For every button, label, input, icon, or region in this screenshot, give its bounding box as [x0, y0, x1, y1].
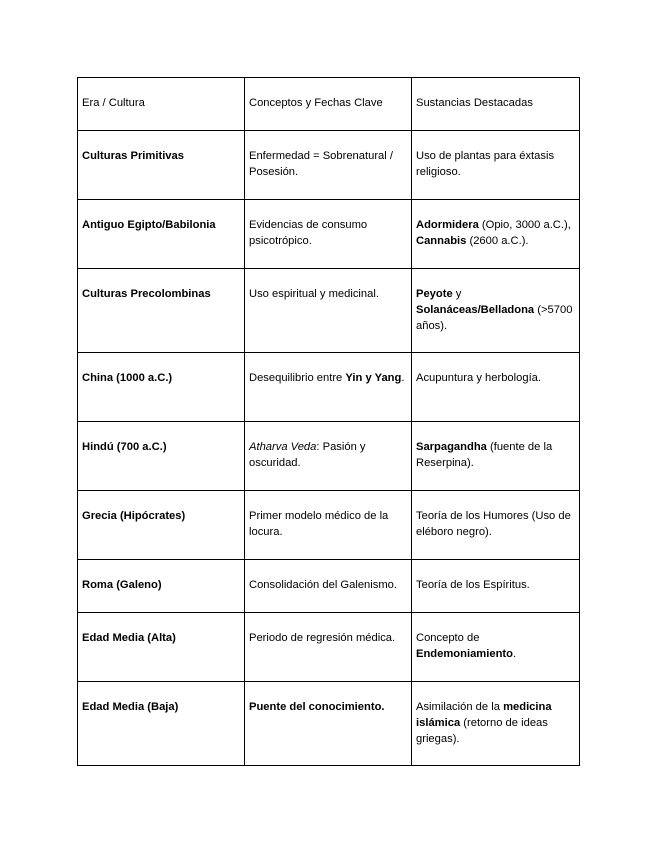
cell-concepts [245, 491, 412, 560]
cell-concepts [245, 422, 412, 491]
table-row [78, 353, 580, 422]
table-row [78, 560, 580, 613]
cell-text-run: Yin y Yang [345, 372, 402, 384]
cell-concepts [245, 682, 412, 766]
cell-substances [412, 269, 580, 353]
cell-substances [412, 200, 580, 269]
cell-substances [412, 131, 580, 200]
header-concepts: Conceptos y Fechas Clave [245, 78, 412, 131]
cell-substances [412, 560, 580, 613]
cell-substances [412, 613, 580, 682]
cell-era: Culturas Precolombinas [78, 269, 245, 353]
cell-text-run: Asimilación de la [416, 701, 504, 713]
table-row [78, 200, 580, 269]
cell-concepts [245, 353, 412, 422]
header-substances: Sustancias Destacadas [412, 78, 580, 131]
cell-era: Hindú (700 a.C.) [78, 422, 245, 491]
cell-era: Edad Media (Baja) [78, 682, 245, 766]
cell-text-run: Evidencias de consumo psicotrópico. [249, 219, 368, 247]
cell-text-run: : Pasión y oscuridad. [249, 441, 366, 469]
cell-substances [412, 353, 580, 422]
cell-text-run: Atharva Veda [249, 441, 317, 453]
table-row [78, 422, 580, 491]
header-era: Era / Cultura [78, 78, 245, 131]
cell-substances [412, 682, 580, 766]
table-row [78, 613, 580, 682]
cell-substances [412, 422, 580, 491]
cell-text-run: . [401, 372, 405, 384]
cell-era: Edad Media (Alta) [78, 613, 245, 682]
cell-era: Grecia (Hipócrates) [78, 491, 245, 560]
cell-concepts [245, 131, 412, 200]
cell-era: Antiguo Egipto/Babilonia [78, 200, 245, 269]
cell-text-run: Concepto de [416, 632, 480, 644]
cell-text-run: Endemoniamiento [416, 648, 513, 660]
cell-text-run: Acupuntura y herbología. [416, 372, 542, 384]
cell-text-run: Consolidación del Galenismo. [249, 579, 398, 591]
cell-text-run: Adormidera [416, 219, 479, 231]
cell-text-run: Teoría de los Espíritus. [416, 579, 530, 591]
table-row [78, 682, 580, 766]
cell-era: Roma (Galeno) [78, 560, 245, 613]
table-row [78, 269, 580, 353]
cell-text-run: Enfermedad = Sobrenatural / Posesión. [249, 150, 393, 178]
cell-text-run: y [452, 288, 462, 300]
table-row [78, 491, 580, 560]
cell-concepts [245, 269, 412, 353]
cell-text-run: Sarpagandha [416, 441, 487, 453]
cell-text-run: (>5700 años). [416, 304, 573, 332]
cell-text-run: Cannabis [416, 235, 467, 247]
cell-substances [412, 491, 580, 560]
table-row [78, 131, 580, 200]
cell-text-run: Uso de plantas para éxtasis religioso. [416, 150, 555, 178]
cell-era: Culturas Primitivas [78, 131, 245, 200]
cell-text-run: Peyote [416, 288, 453, 300]
cell-concepts [245, 613, 412, 682]
cell-concepts [245, 560, 412, 613]
cell-text-run: (fuente de la Reserpina). [416, 441, 553, 469]
header-row [78, 78, 580, 131]
table-body [78, 131, 580, 766]
cell-text-run: (Opio, 3000 a.C.), [478, 219, 571, 231]
cell-text-run: medicina islámica [416, 701, 552, 729]
cell-text-run: (2600 a.C.). [466, 235, 529, 247]
cell-text-run: Uso espiritual y medicinal. [249, 288, 379, 300]
cell-text-run: Primer modelo médico de la locura. [249, 510, 389, 538]
cell-text-run: Periodo de regresión médica. [249, 632, 396, 644]
cell-text-run: Teoría de los Humores (Uso de eléboro negro). [416, 510, 571, 538]
cell-text-run: (retorno de ideas griegas). [416, 717, 548, 745]
cell-text-run: Desequilibrio entre [249, 372, 346, 384]
cell-text-run: Puente del conocimiento. [249, 701, 385, 713]
cell-concepts [245, 200, 412, 269]
cell-era: China (1000 a.C.) [78, 353, 245, 422]
history-table [77, 77, 580, 766]
cell-text-run: Solanáceas/Belladona [416, 304, 535, 316]
cell-text-run: . [512, 648, 517, 660]
